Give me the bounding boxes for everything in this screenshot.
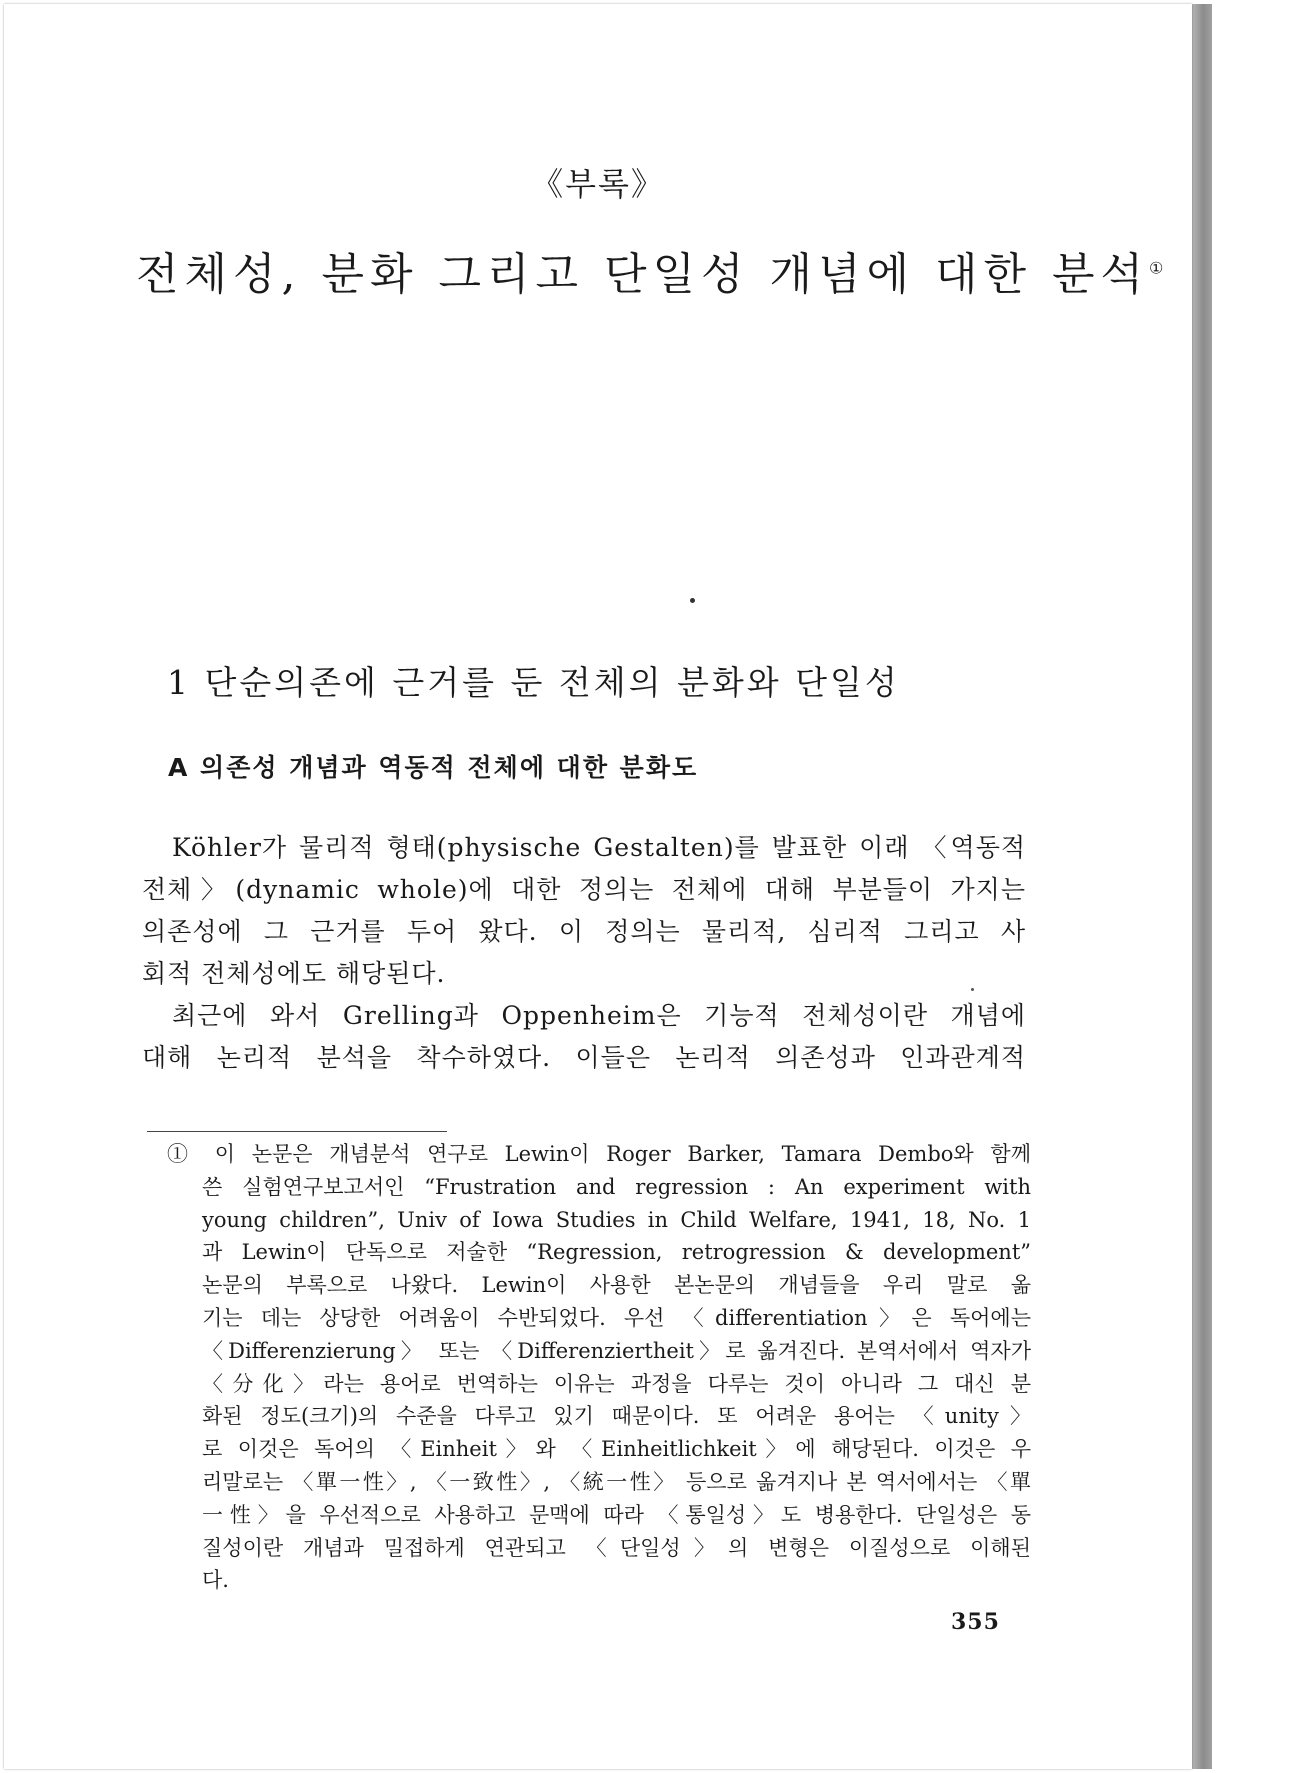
footnote-line: 一性〉을 우선적으로 사용하고 문맥에 따라 〈통일성〉도 병용한다. 단일성은 동 [202, 1502, 1031, 1527]
title-footnote-marker: ① [1148, 258, 1164, 278]
page-number: 355 [951, 1609, 1000, 1635]
appendix-label: 《부록》 [531, 165, 665, 203]
subsection-heading: A 의존성 개념과 역동적 전체에 대한 분화도 [168, 753, 699, 782]
footnote-line: 로 이것은 독어의 〈Einheit〉와 〈Einheitlichkeit〉에 해당된다. 이것은 우 [202, 1437, 1031, 1462]
title-text: 전체성, 분화 그리고 단일성 개념에 대한 분석 [136, 249, 1149, 300]
paragraph-line: 최근에 와서 Grelling과 Oppenheim은 기능적 전체성이란 개념에 [172, 1001, 1026, 1030]
footnote-line: 기는 데는 상당한 어려움이 수반되었다. 우선 〈differentiation〉은 독어에는 [202, 1305, 1031, 1330]
paragraph-1 [142, 827, 1026, 995]
paragraph-line: 의존성에 그 근거를 두어 왔다. 이 정의는 물리적, 심리적 그리고 사 [142, 917, 1026, 946]
footnote-divider [147, 1131, 447, 1132]
paragraph-line: Köhler가 물리적 형태(physische Gestalten)를 발표한 이래 〈역동적 [172, 833, 1026, 862]
page-title [136, 238, 1163, 302]
paragraph-line: 전체〉(dynamic whole)에 대한 정의는 전체에 대해 부분들이 가지는 [142, 875, 1026, 904]
footnote [167, 1138, 1031, 1597]
footnote-line: 다. [202, 1568, 229, 1593]
paragraph-line: 대해 논리적 분석을 착수하였다. 이들은 논리적 의존성과 인과관계적 [142, 1043, 1026, 1072]
print-speck [690, 598, 695, 603]
footnote-line: 화된 정도(크기)의 수준을 다루고 있기 때문이다. 또 어려운 용어는 〈unity〉 [202, 1404, 1031, 1429]
footnote-line: 과 Lewin이 단독으로 저술한 “Regression, retrogression & development” [202, 1240, 1031, 1265]
footnote-line: 질성이란 개념과 밀접하게 연관되고 〈단일성〉의 변형은 이질성으로 이해된 [202, 1535, 1031, 1560]
book-page [4, 4, 1192, 1769]
paragraph-line: 회적 전체성에도 해당된다. [142, 959, 446, 988]
footnote-line: ① 이 논문은 개념분석 연구로 Lewin이 Roger Barker, Tamara Dembo와 함께 [167, 1142, 1031, 1166]
footnote-line: young children”, Univ of Iowa Studies in Child Welfare, 1941, 18, No. 1 [202, 1207, 1031, 1232]
page-edge-shadow [1190, 4, 1212, 1769]
footnote-line: 〈Differenzierung〉 또는 〈Differenziertheit〉로 옮겨진다. 본역서에서 역자가 [202, 1338, 1031, 1363]
paragraph-2 [142, 995, 1026, 1079]
footnote-line: 쓴 실험연구보고서인 “Frustration and regression : An experiment with [202, 1174, 1031, 1199]
footnote-line: 리말로는 〈單一性〉, 〈一致性〉, 〈統一性〉 등으로 옮겨지나 본 역서에서는 〈單 [202, 1469, 1031, 1494]
section-heading: 1 단순의존에 근거를 둔 전체의 분화와 단일성 [167, 663, 900, 702]
footnote-line: 〈分化〉라는 용어로 번역하는 이유는 과정을 다루는 것이 아니라 그 대신 분 [202, 1371, 1031, 1396]
footnote-line: 논문의 부록으로 나왔다. Lewin이 사용한 본논문의 개념들을 우리 말로 옮 [202, 1273, 1031, 1298]
